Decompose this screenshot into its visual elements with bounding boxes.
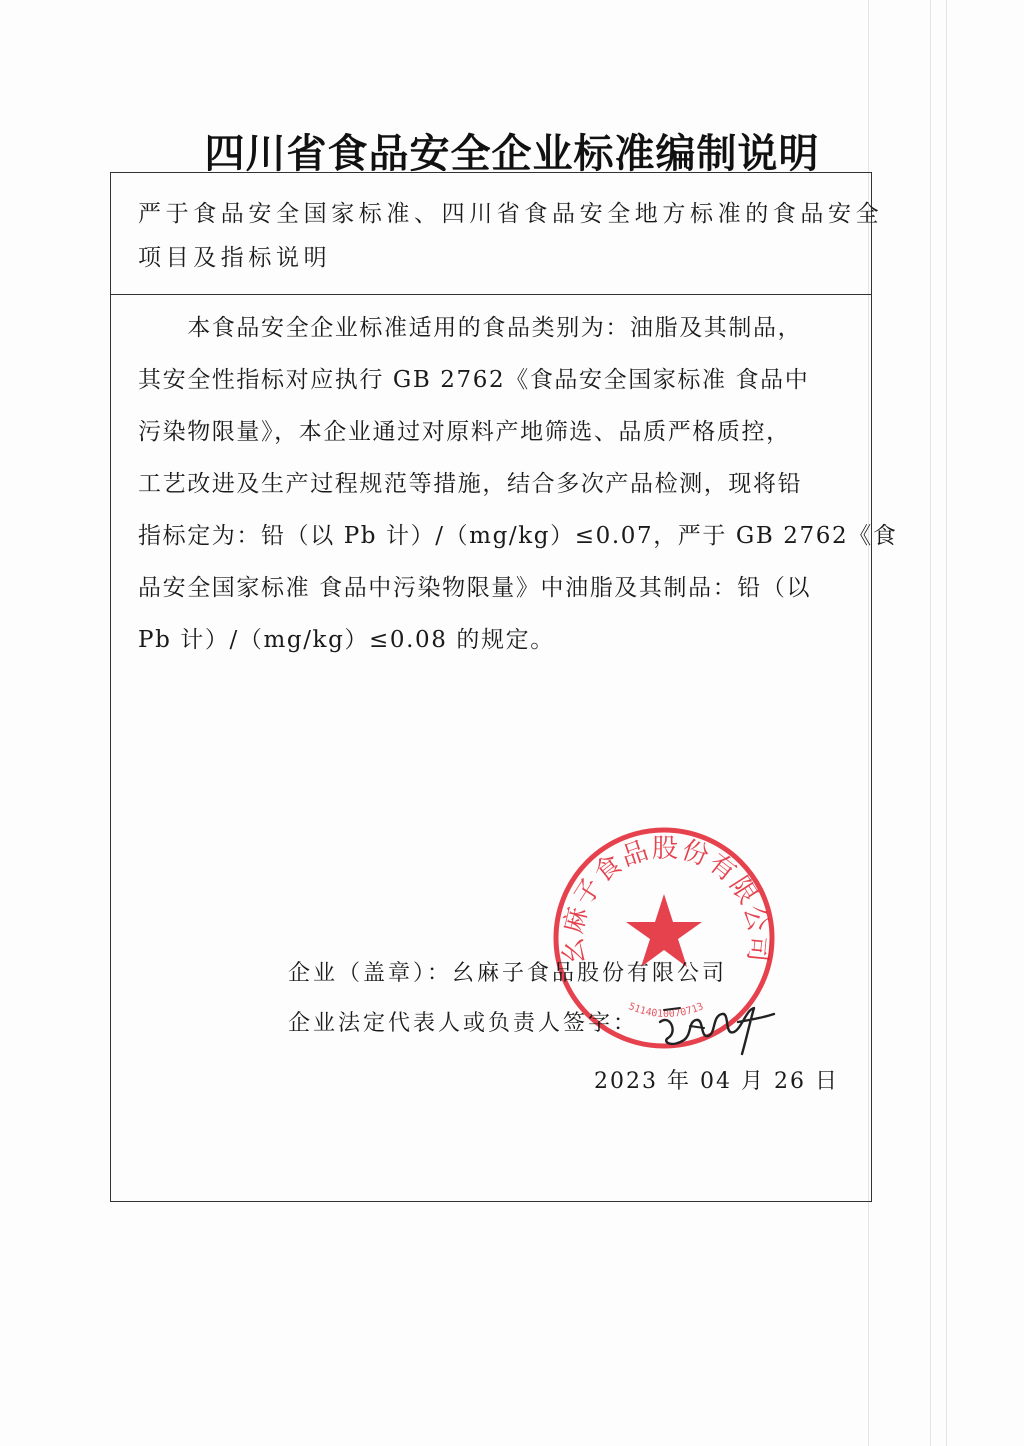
table-divider: [110, 294, 872, 295]
body-line: 品安全国家标准 食品中污染物限量》中油脂及其制品：铅（以: [138, 575, 812, 601]
scan-edge-line: [930, 0, 931, 1446]
company-label: 企业（盖章）：幺麻子食品股份有限公司: [288, 961, 728, 986]
seal-number: 5114010070713: [626, 1001, 706, 1020]
header-line-2: 项目及指标说明: [138, 245, 332, 271]
document-title: 四川省食品安全企业标准编制说明: [204, 131, 820, 177]
body-paragraph: [138, 302, 898, 666]
representative-label: 企业法定代表人或负责人签字：: [288, 1011, 639, 1036]
seal-text: 幺麻子食品股份有限公司: [558, 833, 774, 966]
body-line: 本食品安全企业标准适用的食品类别为：油脂及其制品，: [138, 315, 803, 341]
header-line-1: 严于食品安全国家标准、四川省食品安全地方标准的食品安全: [138, 201, 884, 227]
body-line: 指标定为：铅（以 Pb 计）/（mg/kg）≤0.07，严于 GB 2762《食: [138, 523, 898, 549]
table-header-cell: [138, 192, 884, 280]
scan-edge-line: [946, 0, 947, 1446]
body-line: Pb 计）/（mg/kg）≤0.08 的规定。: [138, 627, 555, 653]
handwritten-signature: [650, 992, 780, 1062]
body-line: 污染物限量》，本企业通过对原料产地筛选、品质严格质控，: [138, 419, 791, 445]
signing-date: 2023 年 04 月 26 日: [594, 1069, 839, 1094]
body-line: 工艺改进及生产过程规范等措施，结合多次产品检测，现将铅: [138, 471, 803, 497]
body-line: 其安全性指标对应执行 GB 2762《食品安全国家标准 食品中: [138, 367, 810, 393]
